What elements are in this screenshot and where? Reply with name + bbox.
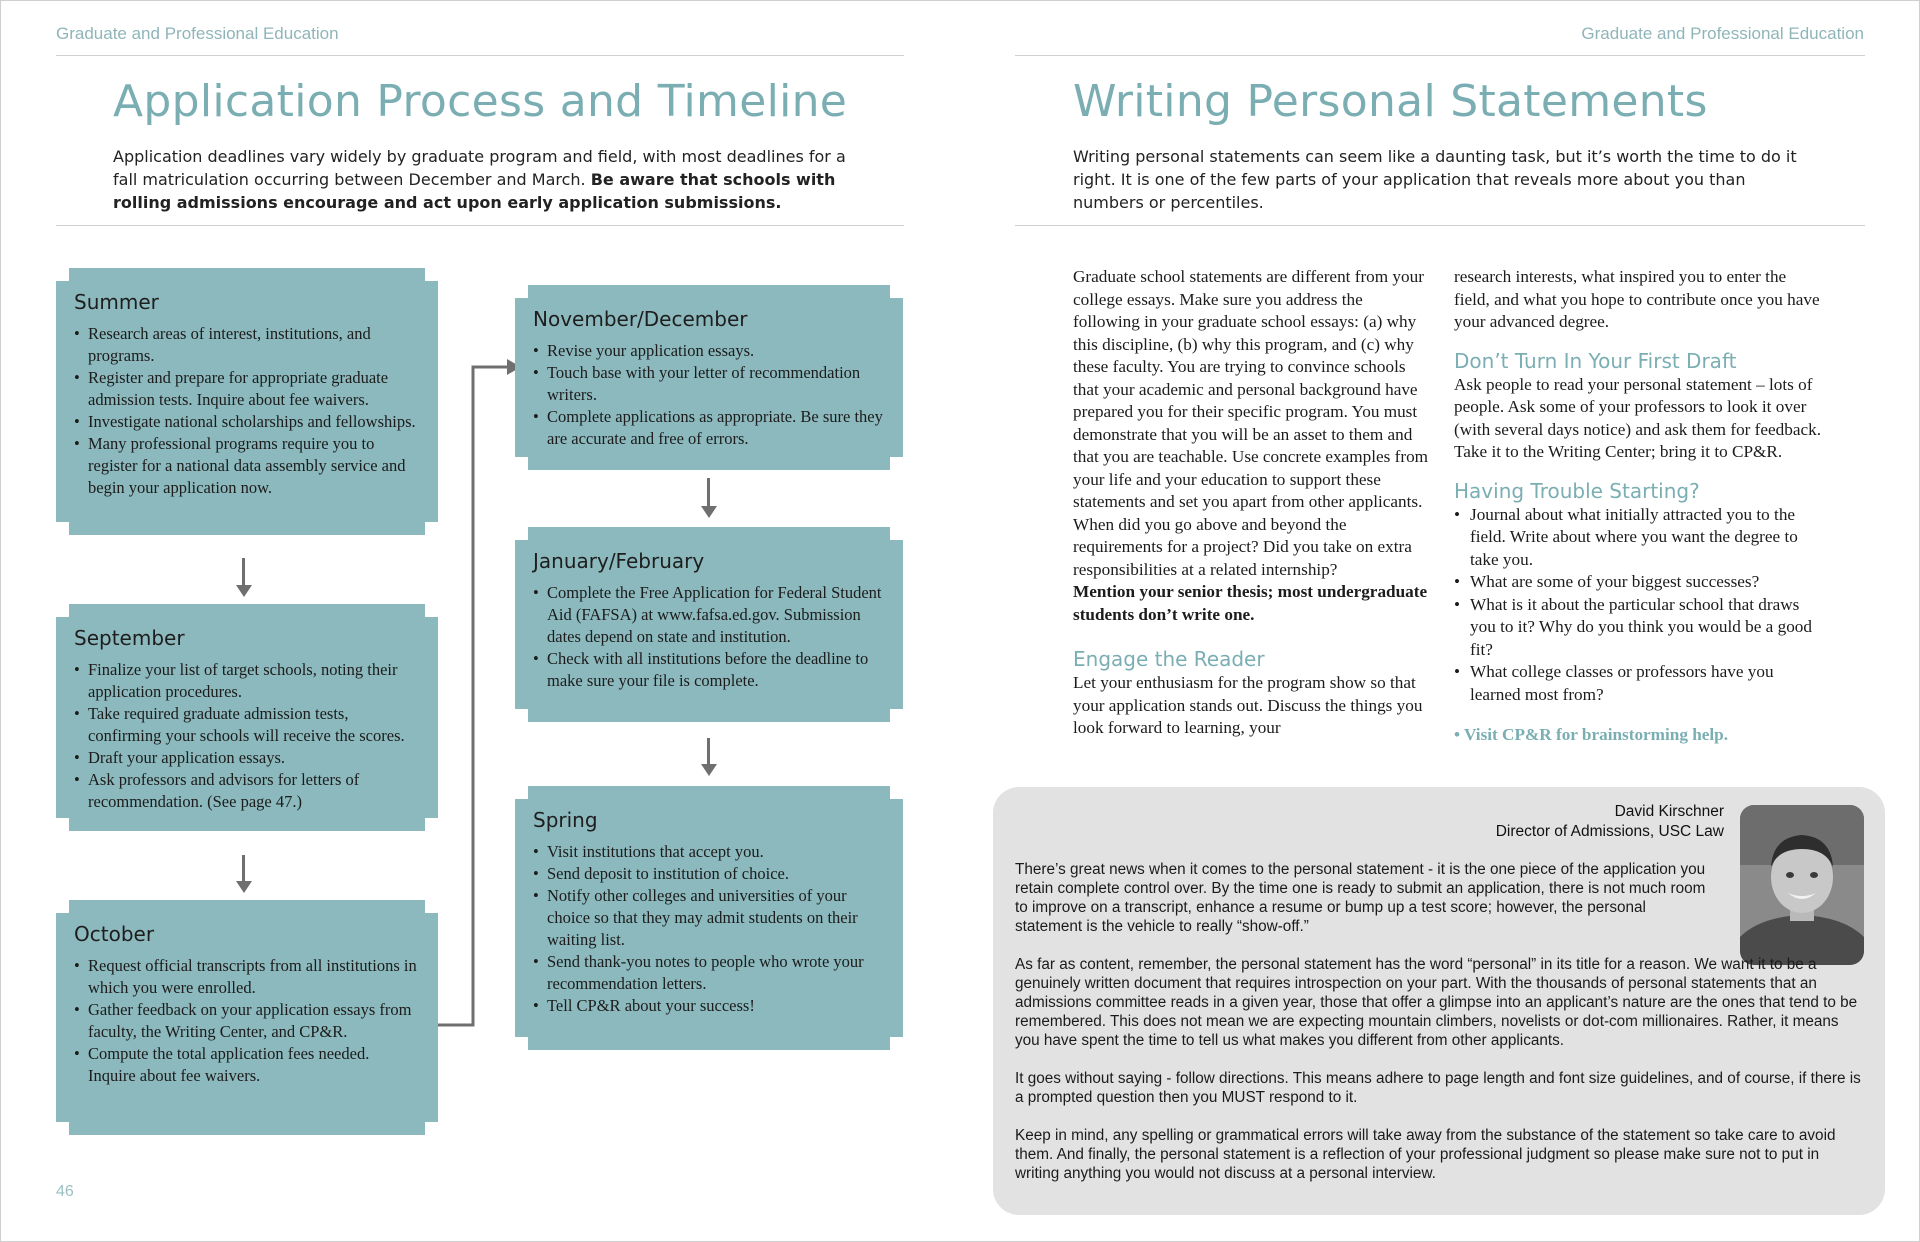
running-head-right: Graduate and Professional Education [1581,24,1864,43]
timeline-box-january-february [515,527,903,722]
draft-text: Ask people to read your personal statement – lots of people. Ask some of your professors to look it over (with several days notice) and ask them for feedback. Take it to the Writing Center; bring it to CP&R. [1454,374,1821,461]
quote-name: David Kirschner [1614,803,1724,820]
body-paragraph: Graduate school statements are different from your college essays. Make sure you address the following in your graduate school essays: (a) why this discipline, (b) why this program, and (c) why these faculty. You are trying to convince schools that your academic and personal background have prepared you for their specific program. You must demonstrate that you will be an asset to them and that you are teachable. Use concrete examples from your life and your education to support these statements and set you apart from other applicants. When did you go above and beyond the requirements for a project? Did you take on extra responsibilities at a related internship? [1073,267,1429,579]
engage-heading: Engage the Reader [1073,647,1265,671]
intro-rule-right [1015,225,1865,226]
quote-paragraph: As far as content, remember, the personal statement has the word “personal” in its title for a reason. We want it to be a genuinely written document that requires introspection on your part. With the thousands of personal statements that an admissions committee reads in a given year, those that offer a glimpse into an applicant’s nature are the ones that tend to be remembered. This does not mean we are expecting mountain climbers, novelists or dot-com millionaires. Rather, it means you have spent the time to tell us what makes you different from other applicants. [1015,956,1858,1049]
body-column-1 [1073,266,1431,740]
timeline-item: • Investigate national scholarships and fellowships. [74,411,420,433]
timeline-item: • Complete the Free Application for Federal Student Aid (FAFSA) at www.fafsa.ed.gov. Submission dates depend on state and institution. [533,582,885,648]
timeline-box-spring [515,786,903,1050]
timeline-item: • Visit institutions that accept you. [533,841,885,863]
intro-left-bold: Be aware that schools with rolling admissions encourage and act upon early application submissions. [113,170,836,212]
timeline-item: • Draft your application essays. [74,747,420,769]
timeline-item: • Check with all institutions before the deadline to make sure your file is complete. [533,648,885,692]
timeline-title: September [74,626,185,650]
quote-attribution [1420,802,1724,842]
timeline-list [74,659,420,813]
timeline-item: • Many professional programs require you to register for a national data assembly service and begin your application now. [74,433,420,499]
timeline-title: January/February [533,549,705,573]
arrow-down-icon [242,558,245,587]
timeline-list [533,841,885,1017]
timeline-item: • Finalize your list of target schools, noting their application procedures. [74,659,420,703]
visit-cpr-link[interactable]: • Visit CP&R for brainstorming help. [1454,725,1729,744]
timeline-title: Summer [74,290,159,314]
intro-left-text: Application deadlines vary widely by graduate program and field, with most deadlines for a fall matriculation occurring between December and March. [113,147,846,189]
page-number: 46 [56,1183,74,1200]
trouble-heading: Having Trouble Starting? [1454,478,1700,503]
engage-text: Let your enthusiasm for the program show so that your application stands out. Discuss the things you look forward to learning, your [1073,673,1423,737]
timeline-list [74,323,420,499]
page-title-left: Application Process and Timeline [113,76,848,127]
timeline-item: • Touch base with your letter of recommendation writers. [533,362,885,406]
trouble-item: • What are some of your biggest successes? [1454,571,1824,594]
timeline-item: • Register and prepare for appropriate graduate admission tests. Inquire about fee waivers. [74,367,420,411]
timeline-item: • Compute the total application fees needed. Inquire about fee waivers. [74,1043,420,1087]
trouble-list [1454,504,1824,707]
intro-right: Writing personal statements can seem like a daunting task, but it’s worth the time to do it right. It is one of the few parts of your application that reveals more about you than numbers or percentiles. [1073,147,1797,212]
timeline-box-october [56,900,438,1135]
trouble-item: • What college classes or professors have you learned most from? [1454,661,1824,706]
body-paragraph: research interests, what inspired you to enter the field, and what you hope to contribute once you have your advanced degree. [1454,267,1820,331]
page-title-right: Writing Personal Statements [1073,76,1708,127]
header-rule-left [56,55,904,56]
timeline-item: • Complete applications as appropriate. Be sure they are accurate and free of errors. [533,406,885,450]
quote-paragraph: It goes without saying - follow directions. This means adhere to page length and font size guidelines, and of course, if there is a prompted question then you MUST respond to it. [1015,1070,1861,1106]
timeline-box-november-december [515,285,903,470]
timeline-item: • Send thank-you notes to people who wrote your recommendation letters. [533,951,885,995]
arrow-down-icon [707,738,710,766]
timeline-item: • Research areas of interest, institutions, and programs. [74,323,420,367]
body-bold-note: Mention your senior thesis; most undergraduate students don’t write one. [1073,582,1428,624]
timeline-title: November/December [533,307,748,331]
header-rule-right [1015,55,1865,56]
arrow-down-icon [707,478,710,508]
timeline-item: • Notify other colleges and universities of your choice so that they may admit students on their waiting list. [533,885,885,951]
quote-body [1015,860,1867,1202]
timeline-item: • Take required graduate admission tests, confirming your schools will receive the scores. [74,703,420,747]
quote-paragraph: Keep in mind, any spelling or grammatical errors will take away from the substance of the statement so take care to avoid them. And finally, the personal statement is a reflection of your professional judgment so please make sure not to put in writing anything you would not discuss at a personal interview. [1015,1127,1836,1182]
timeline-box-summer [56,268,438,535]
body-column-2 [1454,266,1824,747]
intro-left [113,145,853,214]
timeline-item: • Gather feedback on your application essays from faculty, the Writing Center, and CP&R. [74,999,420,1043]
arrow-down-icon [242,855,245,883]
trouble-item: • Journal about what initially attracted you to the field. Write about where you want the degree to take you. [1454,504,1824,572]
trouble-item: • What is it about the particular school that draws you to it? Why do you think you would be a good fit? [1454,594,1824,662]
timeline-item: • Revise your application essays. [533,340,885,362]
timeline-connector-arrow [435,355,525,1035]
timeline-item: • Send deposit to institution of choice. [533,863,885,885]
timeline-list [533,582,885,692]
timeline-item: • Ask professors and advisors for letters of recommendation. (See page 47.) [74,769,420,813]
quote-role: Director of Admissions, USC Law [1495,823,1724,840]
timeline-box-september [56,604,438,831]
draft-heading: Don’t Turn In Your First Draft [1454,348,1737,373]
intro-rule-left [56,225,904,226]
timeline-list [74,955,420,1087]
timeline-list [533,340,885,450]
timeline-item: • Tell CP&R about your success! [533,995,885,1017]
visit-cpr-text: Visit CP&R for brainstorming help. [1464,725,1729,744]
timeline-title: October [74,922,155,946]
quote-paragraph: There’s great news when it comes to the personal statement - it is the one piece of the application you retain complete control over. By the time one is ready to submit an application, there is not much room to improve on a transcript, enhance a resume or bump up a test score; however, the personal statement is the vehicle to really “show-off.” [1015,861,1706,935]
timeline-item: • Request official transcripts from all institutions in which you were enrolled. [74,955,420,999]
running-head-left: Graduate and Professional Education [56,24,339,43]
timeline-title: Spring [533,808,598,832]
